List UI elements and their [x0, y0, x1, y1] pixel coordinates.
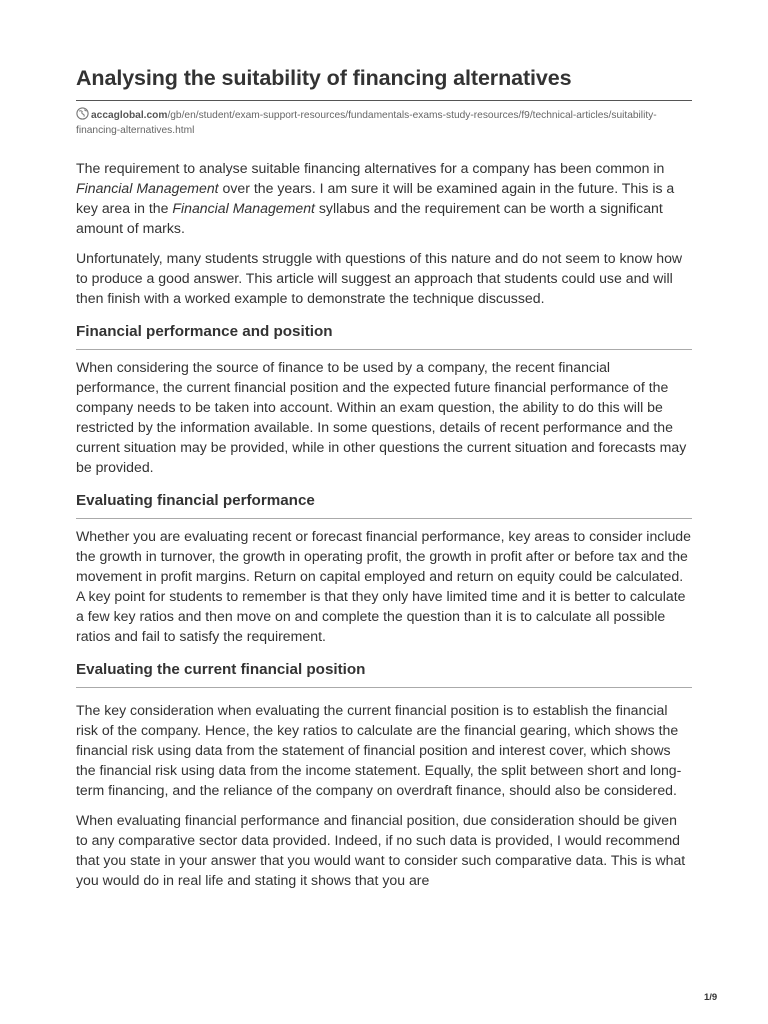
italic-text: Financial Management: [76, 180, 219, 196]
paragraph-comparative-data: When evaluating financial performance and financial position, due consideration should be given to any comparative sector data provided. Indeed, if no such data is provided, I would recommend that you state in your answer that you would want to consider such comparative data. This is what you would do in real life and stating it shows that you are: [76, 812, 686, 888]
paragraph-performance-position: When considering the source of finance to be used by a company, the recent financial performance, the current financial position and the expected future financial performance of the company needs to be taken into account. Within an exam question, the ability to do this will be restricted by the information available. In some questions, details of recent performance and the current situation may be provided, while in other questions the current situation and forecasts may be provided.: [76, 359, 687, 475]
text-run: over the years. I am sure it will be examined again in the future. This is a key area in the: [76, 180, 675, 216]
paragraph-evaluating-position: The key consideration when evaluating the current financial position is to establish the financial risk of the company. Hence, the key ratios to calculate are the financial gearing, which shows the financial risk using data from the statement of financial position and interest cover, which shows the financial risk using data from the income statement. Equally, the split between short and long-term financing, and the reliance of the company on overdraft finance, should also be considered.: [76, 702, 682, 798]
text-run: syllabus and the requirement can be worth a significant amount of marks.: [76, 200, 663, 236]
heading-evaluating-performance: Evaluating financial performance: [76, 492, 315, 509]
source-url[interactable]: [76, 107, 692, 138]
paragraph-students: Unfortunately, many students struggle with questions of this nature and do not seem to know how to produce a good answer. This article will suggest an approach that students could use and will then finish with a worked example to demonstrate the technique discussed.: [76, 250, 683, 306]
section-divider: [76, 518, 692, 519]
section-divider: [76, 687, 692, 688]
source-domain: accaglobal.com: [91, 110, 168, 121]
title-divider: [76, 100, 692, 101]
article-title: Analysing the suitability of financing alternatives: [76, 66, 572, 90]
paragraph-intro: [76, 158, 692, 238]
page-number: 1/9: [704, 992, 718, 1003]
section-divider: [76, 349, 692, 350]
heading-evaluating-position: Evaluating the current financial position: [76, 661, 366, 678]
article-body: [76, 158, 692, 900]
italic-text: Financial Management: [172, 200, 315, 216]
globe-icon: [76, 107, 89, 120]
text-run: The requirement to analyse suitable financing alternatives for a company has been common in: [76, 160, 665, 176]
source-path: /gb/en/student/exam-support-resources/fundamentals-exams-study-resources/f9/technical-articles/suitability-financing-alternatives.html: [76, 110, 657, 136]
heading-performance-position: Financial performance and position: [76, 323, 333, 340]
paragraph-evaluating-performance: Whether you are evaluating recent or forecast financial performance, key areas to consider include the growth in turnover, the growth in operating profit, the growth in profit after or before tax and the movement in profit margins. Return on capital employed and return on equity could be calculated. A key point for students to remember is that they only have limited time and it is better to calculate a few key ratios and then move on and complete the question than it is to calculate all possible ratios and fail to satisfy the requirement.: [76, 528, 691, 644]
